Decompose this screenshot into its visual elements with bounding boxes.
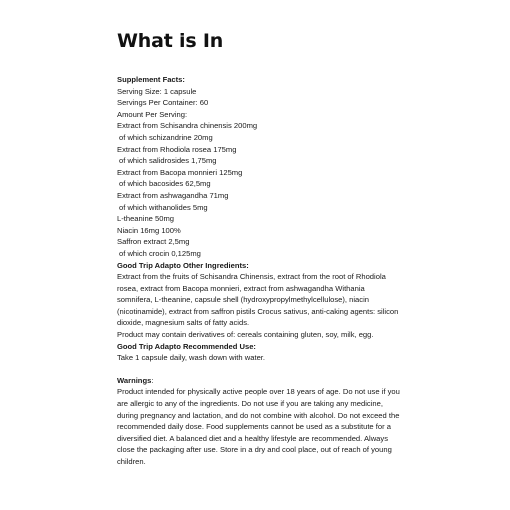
salidrosides-line: of which salidrosides 1,75mg (119, 156, 217, 166)
schisandra-line: Extract from Schisandra chinensis 200mg (117, 121, 258, 131)
supplement-facts-heading: Supplement Facts: (117, 75, 185, 84)
servings-per-container-line: Servings Per Container: 60 (117, 98, 209, 108)
recommended-use-heading: Good Trip Adapto Recommended Use: (117, 341, 256, 351)
saffron-line: Saffron extract 2,5mg (117, 237, 190, 247)
ashwagandha-line: Extract from ashwagandha 71mg (117, 190, 229, 200)
crocin-line: of which crocin 0,125mg (119, 248, 201, 258)
bacosides-line: of which bacosides 62,5mg (119, 179, 211, 189)
bacopa-line: Extract from Bacopa monnieri 125mg (117, 167, 243, 177)
amount-per-serving-line: Amount Per Serving: (117, 109, 188, 119)
recommended-use-text: Take 1 capsule daily, wash down with water. (117, 353, 266, 363)
supplement-facts-section (117, 74, 402, 468)
warnings-text: Product intended for physically active people over 18 years of age. Do not use if you are allergic to any of the ingredients. Do not use if you are taking any medicine, during pregnancy and lactation, and do not combine with alcohol. Do not exceed the recommended daily dose. Food supplements cannot be used as a substitute for a diversified diet. A balanced diet and a healthy lifestyle are recommended. Always close the packaging after use. Store in a dry and cool place, out of reach of young children. (117, 387, 400, 466)
warnings-heading-colon: : (151, 375, 154, 385)
l-theanine-line: L-theanine 50mg (117, 214, 174, 224)
product-info-panel (117, 30, 402, 468)
schizandrine-line: of which schizandrine 20mg (119, 132, 213, 142)
other-ingredients-text: Extract from the fruits of Schisandra Chinensis, extract from the root of Rhodiola rosea, extract from Bacopa monnieri, extract from ashwagandha Withania somnifera, L-theanine, capsule shell (hydroxypropylmethylcellulose), niacin (nicotinamide), extract from saffron pistils Crocus sativus, anti-caking agents: silicon dioxide, magnesium salts of fatty acids. (117, 272, 399, 328)
niacin-line: Niacin 16mg 100% (117, 225, 181, 235)
rhodiola-line: Extract from Rhodiola rosea 175mg (117, 144, 237, 154)
page-title: What is In (117, 30, 224, 52)
other-ingredients-heading: Good Trip Adapto Other Ingredients: (117, 260, 249, 270)
warnings-heading-line (117, 375, 402, 387)
withanolides-line: of which withanolides 5mg (119, 202, 208, 212)
serving-size-line: Serving Size: 1 capsule (117, 86, 197, 96)
allergens-text: Product may contain derivatives of: cereals containing gluten, soy, milk, egg. (117, 330, 374, 340)
warnings-heading: Warnings (117, 375, 152, 385)
section-spacer (117, 364, 402, 375)
